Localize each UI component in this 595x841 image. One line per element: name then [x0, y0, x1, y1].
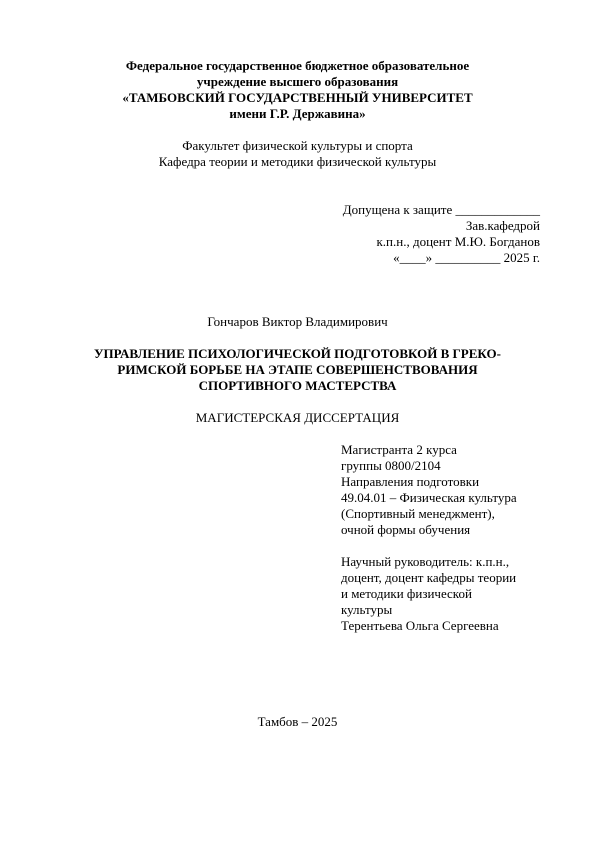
thesis-title-line-1: УПРАВЛЕНИЕ ПСИХОЛОГИЧЕСКОЙ ПОДГОТОВКОЙ В ГРЕКО- [94, 346, 501, 361]
thesis-title-line-3: СПОРТИВНОГО МАСТЕРСТВА [198, 378, 397, 393]
approval-date: «____» __________ 2025 г. [393, 250, 540, 265]
student-line: (Спортивный менеджмент), [341, 506, 495, 521]
approval-person: к.п.н., доцент М.Ю. Богданов [376, 234, 540, 249]
supervisor-line: культуры [341, 602, 393, 617]
work-type: МАГИСТЕРСКАЯ ДИССЕРТАЦИЯ [195, 410, 400, 425]
approval-head: Зав.кафедрой [465, 218, 540, 233]
header-line-2: учреждение высшего образования [196, 74, 399, 89]
thesis-title-line-2: РИМСКОЙ БОРЬБЕ НА ЭТАПЕ СОВЕРШЕНСТВОВАНИЯ [117, 362, 478, 377]
supervisor-line: Терентьева Ольга Сергеевна [341, 618, 499, 633]
student-line: Магистранта 2 курса [341, 442, 457, 457]
supervisor-line: и методики физической [341, 586, 472, 601]
supervisor-line: доцент, доцент кафедры теории [341, 570, 517, 585]
faculty-name: Факультет физической культуры и спорта [182, 138, 413, 153]
city-year: Тамбов – 2025 [257, 714, 338, 729]
department-name: Кафедра теории и методики физической культуры [158, 154, 437, 169]
student-line: группы 0800/2104 [341, 458, 441, 473]
header-line-1: Федеральное государственное бюджетное образовательное [125, 58, 470, 73]
approval-admitted: Допущена к защите _____________ [342, 202, 540, 217]
author-name: Гончаров Виктор Владимирович [207, 314, 388, 329]
student-line: очной формы обучения [341, 522, 471, 537]
header-line-3: «ТАМБОВСКИЙ ГОСУДАРСТВЕННЫЙ УНИВЕРСИТЕТ [122, 90, 473, 105]
supervisor-line: Научный руководитель: к.п.н., [341, 554, 510, 569]
student-line: 49.04.01 – Физическая культура [341, 490, 517, 505]
header-line-4: имени Г.Р. Державина» [229, 106, 366, 121]
student-line: Направления подготовки [341, 474, 480, 489]
